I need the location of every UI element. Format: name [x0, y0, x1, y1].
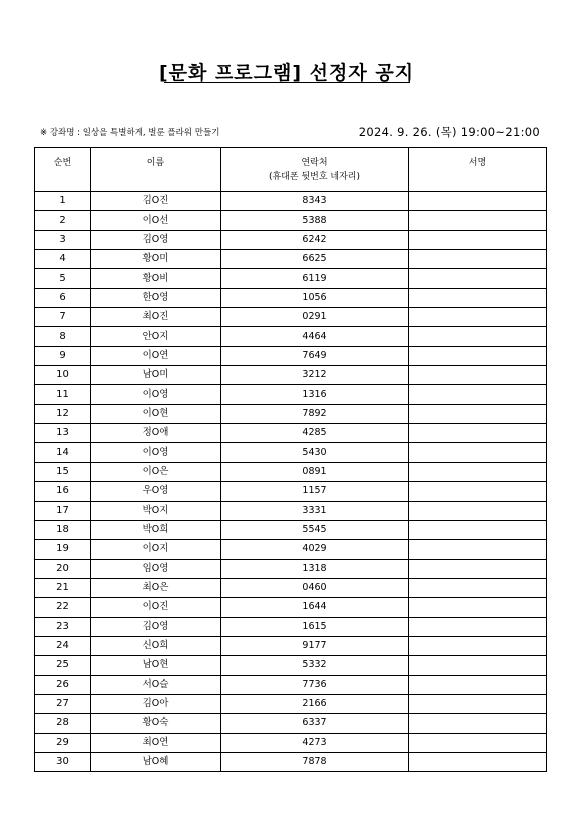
table-row	[35, 192, 547, 211]
row-number: 9	[35, 346, 91, 365]
row-number: 5	[35, 269, 91, 288]
row-contact: 6242	[221, 230, 409, 249]
table-row	[35, 656, 547, 675]
row-number: 21	[35, 578, 91, 597]
row-signature[interactable]	[409, 559, 547, 578]
row-name: 황O비	[91, 269, 221, 288]
row-name: 이O영	[91, 385, 221, 404]
row-contact: 4464	[221, 327, 409, 346]
row-name: 이O연	[91, 346, 221, 365]
row-contact: 1056	[221, 288, 409, 307]
row-signature[interactable]	[409, 656, 547, 675]
row-contact: 5388	[221, 211, 409, 230]
row-contact: 0460	[221, 578, 409, 597]
row-contact: 3331	[221, 501, 409, 520]
table-row	[35, 211, 547, 230]
row-signature[interactable]	[409, 404, 547, 423]
row-name: 김O아	[91, 694, 221, 713]
row-name: 남O혜	[91, 752, 221, 771]
table-row	[35, 675, 547, 694]
row-signature[interactable]	[409, 752, 547, 771]
row-name: 서O슬	[91, 675, 221, 694]
row-number: 2	[35, 211, 91, 230]
title-underline	[164, 82, 410, 83]
table-row	[35, 230, 547, 249]
row-number: 30	[35, 752, 91, 771]
row-name: 김O진	[91, 192, 221, 211]
course-datetime: 2024. 9. 26. (목) 19:00~21:00	[358, 125, 540, 139]
row-signature[interactable]	[409, 501, 547, 520]
row-name: 정O애	[91, 424, 221, 443]
row-name: 임O영	[91, 559, 221, 578]
row-number: 8	[35, 327, 91, 346]
row-number: 26	[35, 675, 91, 694]
row-signature[interactable]	[409, 230, 547, 249]
table-row	[35, 308, 547, 327]
row-contact: 5545	[221, 520, 409, 539]
row-contact: 9177	[221, 636, 409, 655]
header-num: 순번	[35, 148, 91, 192]
row-contact: 1316	[221, 385, 409, 404]
table-row	[35, 404, 547, 423]
row-name: 이O선	[91, 211, 221, 230]
table-row	[35, 578, 547, 597]
row-signature[interactable]	[409, 211, 547, 230]
row-signature[interactable]	[409, 636, 547, 655]
row-contact: 6625	[221, 250, 409, 269]
row-signature[interactable]	[409, 443, 547, 462]
row-name: 이O진	[91, 598, 221, 617]
course-note: ※ 강좌명 : 일상을 특별하게, 벌룬 플라워 만들기	[40, 128, 220, 138]
row-name: 박O지	[91, 501, 221, 520]
table-header	[35, 148, 547, 192]
row-signature[interactable]	[409, 250, 547, 269]
row-contact: 7892	[221, 404, 409, 423]
table-row	[35, 598, 547, 617]
row-contact: 1615	[221, 617, 409, 636]
row-signature[interactable]	[409, 192, 547, 211]
row-number: 18	[35, 520, 91, 539]
row-name: 이O현	[91, 404, 221, 423]
row-contact: 0891	[221, 462, 409, 481]
table-row	[35, 269, 547, 288]
row-number: 23	[35, 617, 91, 636]
row-signature[interactable]	[409, 385, 547, 404]
row-signature[interactable]	[409, 694, 547, 713]
row-signature[interactable]	[409, 540, 547, 559]
row-contact: 6119	[221, 269, 409, 288]
table-row	[35, 733, 547, 752]
row-number: 19	[35, 540, 91, 559]
row-name: 박O희	[91, 520, 221, 539]
row-number: 29	[35, 733, 91, 752]
row-contact: 4273	[221, 733, 409, 752]
selection-table	[34, 147, 547, 772]
row-signature[interactable]	[409, 733, 547, 752]
row-contact: 4029	[221, 540, 409, 559]
row-name: 우O영	[91, 482, 221, 501]
row-signature[interactable]	[409, 346, 547, 365]
row-name: 안O지	[91, 327, 221, 346]
row-number: 15	[35, 462, 91, 481]
row-contact: 0291	[221, 308, 409, 327]
row-signature[interactable]	[409, 482, 547, 501]
row-number: 1	[35, 192, 91, 211]
row-number: 13	[35, 424, 91, 443]
row-contact: 2166	[221, 694, 409, 713]
table-row	[35, 520, 547, 539]
row-number: 11	[35, 385, 91, 404]
table-row	[35, 346, 547, 365]
row-signature[interactable]	[409, 462, 547, 481]
header-contact-sub: (휴대폰 뒷번호 네자리)	[269, 172, 360, 182]
table-row	[35, 714, 547, 733]
row-contact: 6337	[221, 714, 409, 733]
row-name: 이O영	[91, 443, 221, 462]
row-number: 14	[35, 443, 91, 462]
page-title: [문화 프로그램] 선정자 공지	[158, 62, 415, 84]
row-number: 6	[35, 288, 91, 307]
row-number: 16	[35, 482, 91, 501]
row-number: 25	[35, 656, 91, 675]
row-number: 28	[35, 714, 91, 733]
row-signature[interactable]	[409, 424, 547, 443]
row-name: 남O미	[91, 366, 221, 385]
row-signature[interactable]	[409, 366, 547, 385]
row-contact: 3212	[221, 366, 409, 385]
row-number: 24	[35, 636, 91, 655]
row-name: 한O영	[91, 288, 221, 307]
row-signature[interactable]	[409, 714, 547, 733]
row-signature[interactable]	[409, 269, 547, 288]
row-number: 7	[35, 308, 91, 327]
table-row	[35, 443, 547, 462]
header-sign: 서명	[409, 148, 547, 192]
table-row	[35, 327, 547, 346]
row-signature[interactable]	[409, 520, 547, 539]
table-row	[35, 752, 547, 771]
table-row	[35, 462, 547, 481]
row-contact: 8343	[221, 192, 409, 211]
row-number: 12	[35, 404, 91, 423]
row-signature[interactable]	[409, 578, 547, 597]
table-row	[35, 288, 547, 307]
header-contact-label: 연락처	[301, 158, 328, 168]
row-name: 황O미	[91, 250, 221, 269]
row-name: 이O지	[91, 540, 221, 559]
table-row	[35, 617, 547, 636]
row-number: 3	[35, 230, 91, 249]
row-name: 이O은	[91, 462, 221, 481]
table-row	[35, 559, 547, 578]
row-name: 김O영	[91, 230, 221, 249]
row-number: 10	[35, 366, 91, 385]
row-contact: 5430	[221, 443, 409, 462]
row-signature[interactable]	[409, 598, 547, 617]
row-contact: 7878	[221, 752, 409, 771]
row-name: 김O영	[91, 617, 221, 636]
row-contact: 1157	[221, 482, 409, 501]
table-row	[35, 424, 547, 443]
row-name: 신O희	[91, 636, 221, 655]
row-signature[interactable]	[409, 308, 547, 327]
row-contact: 5332	[221, 656, 409, 675]
header-name: 이름	[91, 148, 221, 192]
row-contact: 1318	[221, 559, 409, 578]
row-name: 최O진	[91, 308, 221, 327]
row-name: 최O연	[91, 733, 221, 752]
table-row	[35, 366, 547, 385]
table-row	[35, 385, 547, 404]
table-row	[35, 250, 547, 269]
row-contact: 7649	[221, 346, 409, 365]
row-number: 20	[35, 559, 91, 578]
row-number: 22	[35, 598, 91, 617]
table-row	[35, 540, 547, 559]
table-body	[35, 192, 547, 772]
row-signature[interactable]	[409, 327, 547, 346]
row-name: 남O현	[91, 656, 221, 675]
row-name: 황O숙	[91, 714, 221, 733]
header-contact	[221, 148, 409, 192]
table-row	[35, 636, 547, 655]
table-row	[35, 501, 547, 520]
row-number: 17	[35, 501, 91, 520]
row-name: 최O은	[91, 578, 221, 597]
row-signature[interactable]	[409, 288, 547, 307]
table-row	[35, 482, 547, 501]
row-number: 27	[35, 694, 91, 713]
row-contact: 1644	[221, 598, 409, 617]
row-contact: 4285	[221, 424, 409, 443]
row-signature[interactable]	[409, 617, 547, 636]
row-contact: 7736	[221, 675, 409, 694]
row-signature[interactable]	[409, 675, 547, 694]
table-row	[35, 694, 547, 713]
row-number: 4	[35, 250, 91, 269]
